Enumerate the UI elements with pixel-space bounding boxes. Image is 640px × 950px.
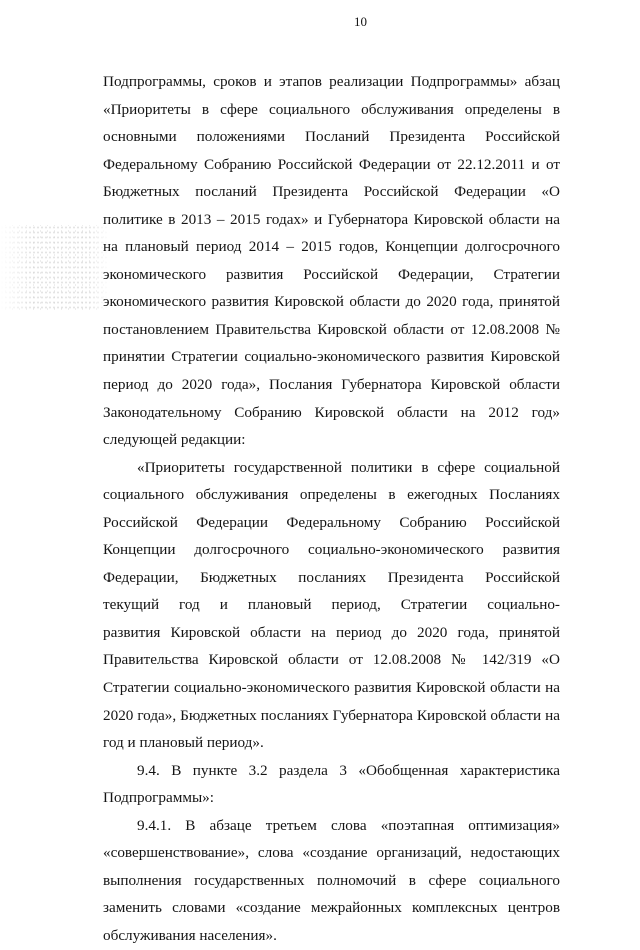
text-line: «совершенствование», слова «создание организаций, недостающих [103,844,560,862]
text-line: заменить словами «создание межрайонных комплексных центров [103,899,560,917]
text-line: экономического развития Российской Федерации, Стратегии [103,265,560,283]
paragraph [103,454,560,757]
text-line: Бюджетных посланий Президента Российской Федерации «О [103,183,560,201]
text-line: принятии Стратегии социально-экономического развития Кировской [103,348,560,366]
text-line: текущий год и плановый период, Стратегии социально- [103,596,560,614]
text-line: политике в 2013 – 2015 годах» и Губернатора Кировской области на [103,210,560,228]
text-line: Стратегии социально-экономического развития Кировской области на [103,679,560,697]
paragraph [103,68,560,454]
text-line: 2020 года», Бюджетных посланиях Губернатора Кировской области на [103,706,560,724]
text-line: развития Кировской области на период до 2020 года, принятой [103,623,560,641]
text-line: 9.4.1. В абзаце третьем слова «поэтапная оптимизация» [137,816,560,834]
text-line: Федеральному Собранию Российской Федерации от 22.12.2011 и от [103,155,560,173]
text-line: выполнения государственных полномочий в сфере социального [103,871,560,889]
text-line: экономического развития Кировской области до 2020 года, принятой [103,293,560,311]
text-line: 9.4. В пункте 3.2 раздела 3 «Обобщенная характеристика [137,761,560,779]
text-line: Законодательному Собранию Кировской области на 2012 год» [103,403,560,421]
text-line: Правительства Кировской области от 12.08.2008 № 142/319 «О [103,651,560,669]
text-line: на плановый период 2014 – 2015 годов, Концепции долгосрочного [103,238,560,256]
text-line: «Приоритеты в сфере социального обслуживания определены в [103,100,560,118]
text-line: обслуживания населения». [103,926,277,944]
text-line: постановлением Правительства Кировской области от 12.08.2008 № [103,320,560,338]
text-line: Подпрограммы, сроков и этапов реализации Подпрограммы» абзац [103,73,560,90]
text-line: Подпрограммы»: [103,789,214,807]
text-line: Федерации, Бюджетных посланиях Президента Российской [103,568,560,586]
text-line: основными положениями Посланий Президента Российской [103,128,560,146]
document-body [103,68,560,950]
paragraph [103,812,560,950]
scan-noise [0,225,110,310]
text-line: следующей редакции: [103,431,246,449]
text-line: год и плановый период». [103,734,264,752]
text-line: период до 2020 года», Послания Губернатора Кировской области [103,376,560,394]
page-number: 10 [354,14,367,29]
text-line: Концепции долгосрочного социально-экономического развития [103,541,560,559]
text-line: социального обслуживания определены в ежегодных Посланиях [103,486,560,504]
text-line: «Приоритеты государственной политики в сфере социальной [137,458,560,476]
paragraph [103,757,560,812]
text-line: Российской Федерации Федеральному Собранию Российской [103,513,560,531]
